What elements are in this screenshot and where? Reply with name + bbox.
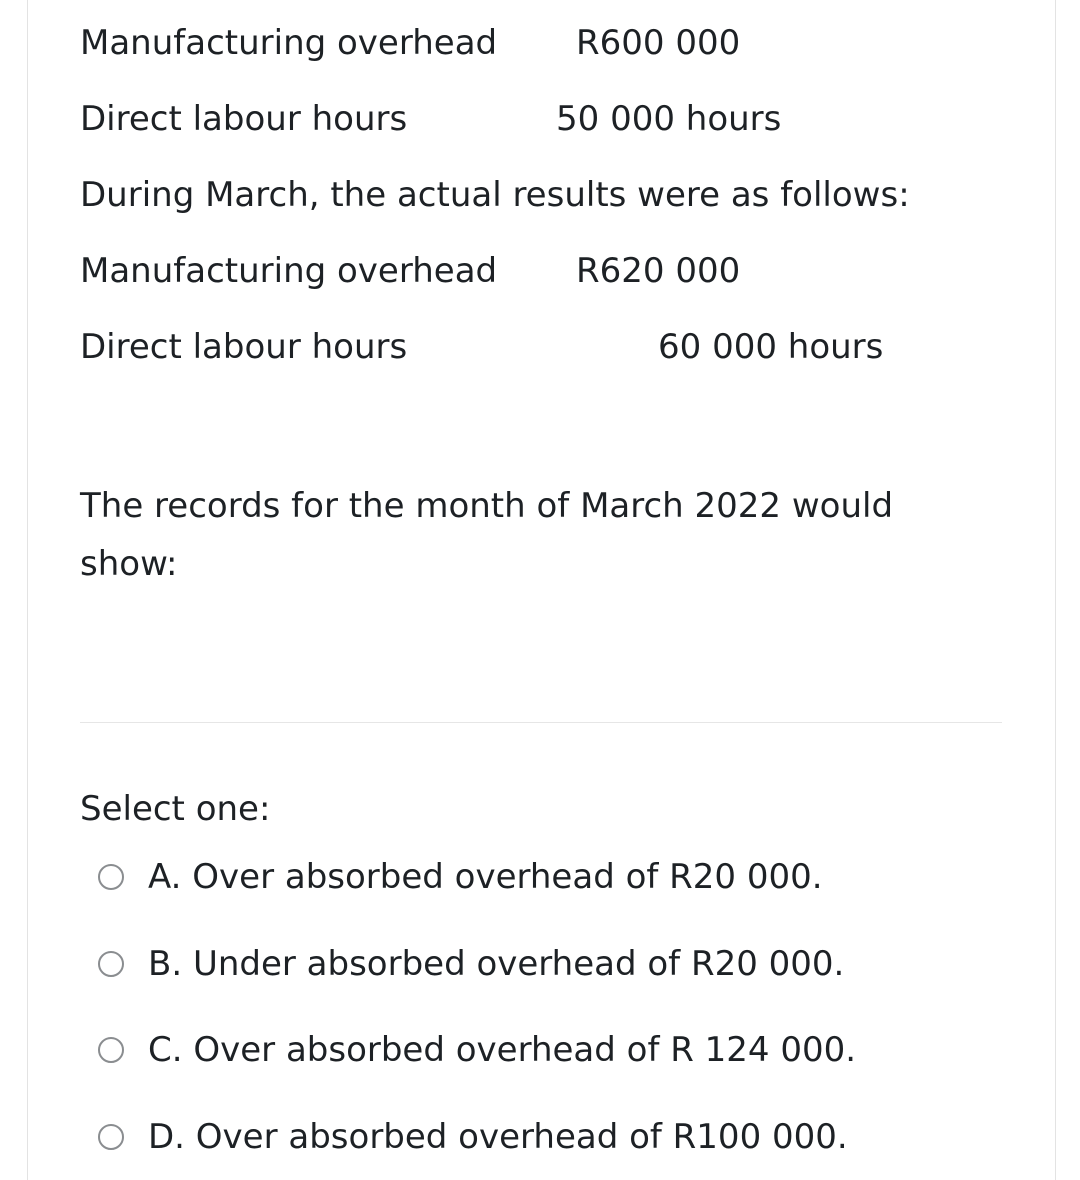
option-d[interactable] xyxy=(98,1115,848,1159)
radio-circle-icon[interactable] xyxy=(98,864,124,890)
actual-overhead-label: Manufacturing overhead xyxy=(80,251,498,291)
budget-hours-value: 50 000 hours xyxy=(556,99,782,139)
option-c-label[interactable]: C. Over absorbed overhead of R 124 000. xyxy=(148,1030,857,1070)
option-b[interactable] xyxy=(98,942,844,986)
radio-circle-icon[interactable] xyxy=(98,1124,124,1150)
radio-circle-icon[interactable] xyxy=(98,1037,124,1063)
option-c[interactable] xyxy=(98,1028,856,1072)
select-one-label: Select one: xyxy=(80,789,271,829)
content-border-left xyxy=(27,0,28,1180)
divider xyxy=(80,722,1002,723)
option-a[interactable] xyxy=(98,855,823,899)
question-prompt: The records for the month of March 2022 would show: xyxy=(80,486,894,584)
actual-hours-value: 60 000 hours xyxy=(658,327,884,367)
content-border-right xyxy=(1055,0,1056,1180)
actual-intro-text: During March, the actual results were as follows: xyxy=(80,175,910,215)
budget-overhead-label: Manufacturing overhead xyxy=(80,23,498,63)
option-a-label[interactable]: A. Over absorbed overhead of R20 000. xyxy=(148,857,823,897)
budget-overhead-value: R600 000 xyxy=(576,23,741,63)
option-d-label[interactable]: D. Over absorbed overhead of R100 000. xyxy=(148,1117,848,1157)
actual-overhead-value: R620 000 xyxy=(576,251,741,291)
budget-hours-label: Direct labour hours xyxy=(80,99,408,139)
radio-circle-icon[interactable] xyxy=(98,951,124,977)
actual-hours-label: Direct labour hours xyxy=(80,327,408,367)
option-b-label[interactable]: B. Under absorbed overhead of R20 000. xyxy=(148,944,845,984)
